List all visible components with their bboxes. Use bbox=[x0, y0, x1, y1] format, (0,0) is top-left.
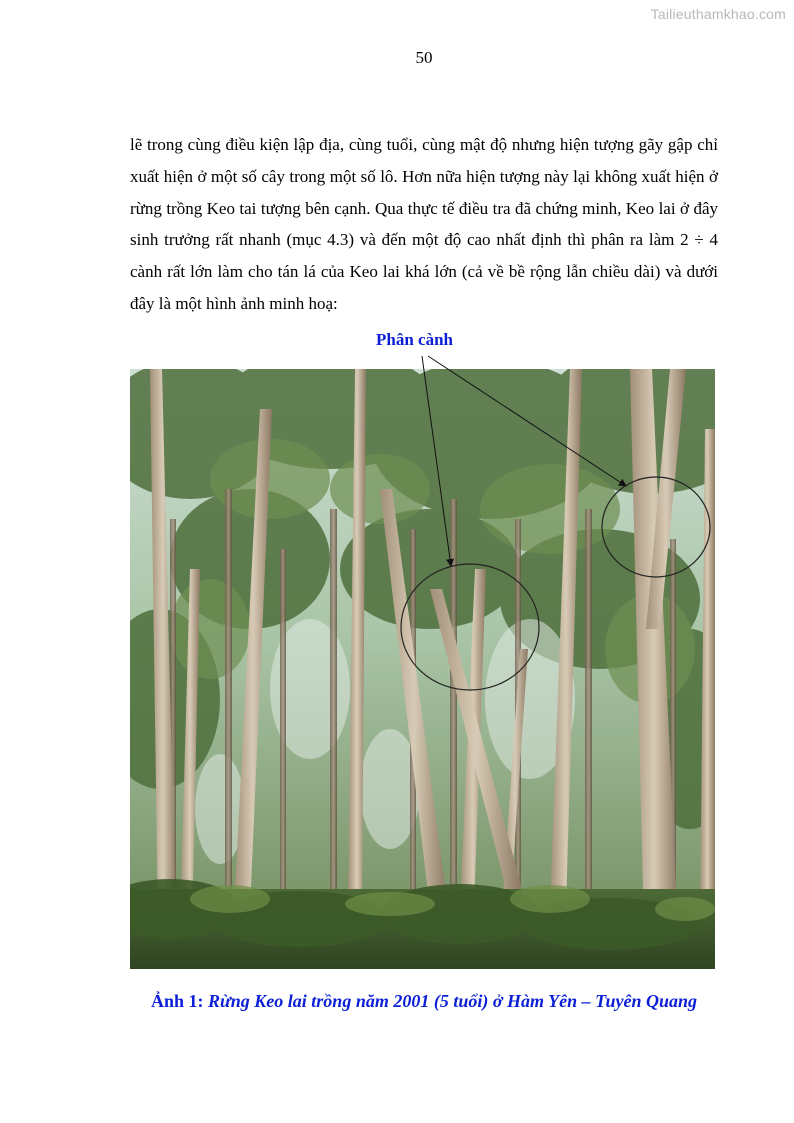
caption-prefix: Ảnh 1: bbox=[150, 991, 208, 1011]
caption-text: Rừng Keo lai trồng năm 2001 (5 tuổi) ở Hàm Yên – Tuyên Quang bbox=[208, 991, 698, 1011]
figure-caption bbox=[0, 991, 794, 1012]
forest-photo bbox=[130, 369, 715, 969]
page-number: 50 bbox=[415, 48, 433, 67]
body-paragraph bbox=[130, 129, 718, 320]
paragraph-text: lẽ trong cùng điều kiện lập địa, cùng tuổi, cùng mật độ nhưng hiện tượng gãy gập chỉ xuất hiện ở một số cây trong một số lô. Hơn nữa hiện tượng này lại không xuất hiện ở rừng trồng Keo tai tượng bên cạnh. Qua thực tế điều tra đã chứng minh, Keo lai ở đây sinh trưởng rất nhanh (mục 4.3) và đến một độ cao nhất định thì phân ra làm 2 ÷ 4 cành rất lớn làm cho tán lá của Keo lai khá lớn (cả về bề rộng lẫn chiều dài) và dưới đây là một hình ảnh minh hoạ: bbox=[130, 135, 718, 313]
watermark: Tailieuthamkhao.com bbox=[650, 6, 786, 22]
callout-label: Phân cành bbox=[376, 330, 453, 349]
